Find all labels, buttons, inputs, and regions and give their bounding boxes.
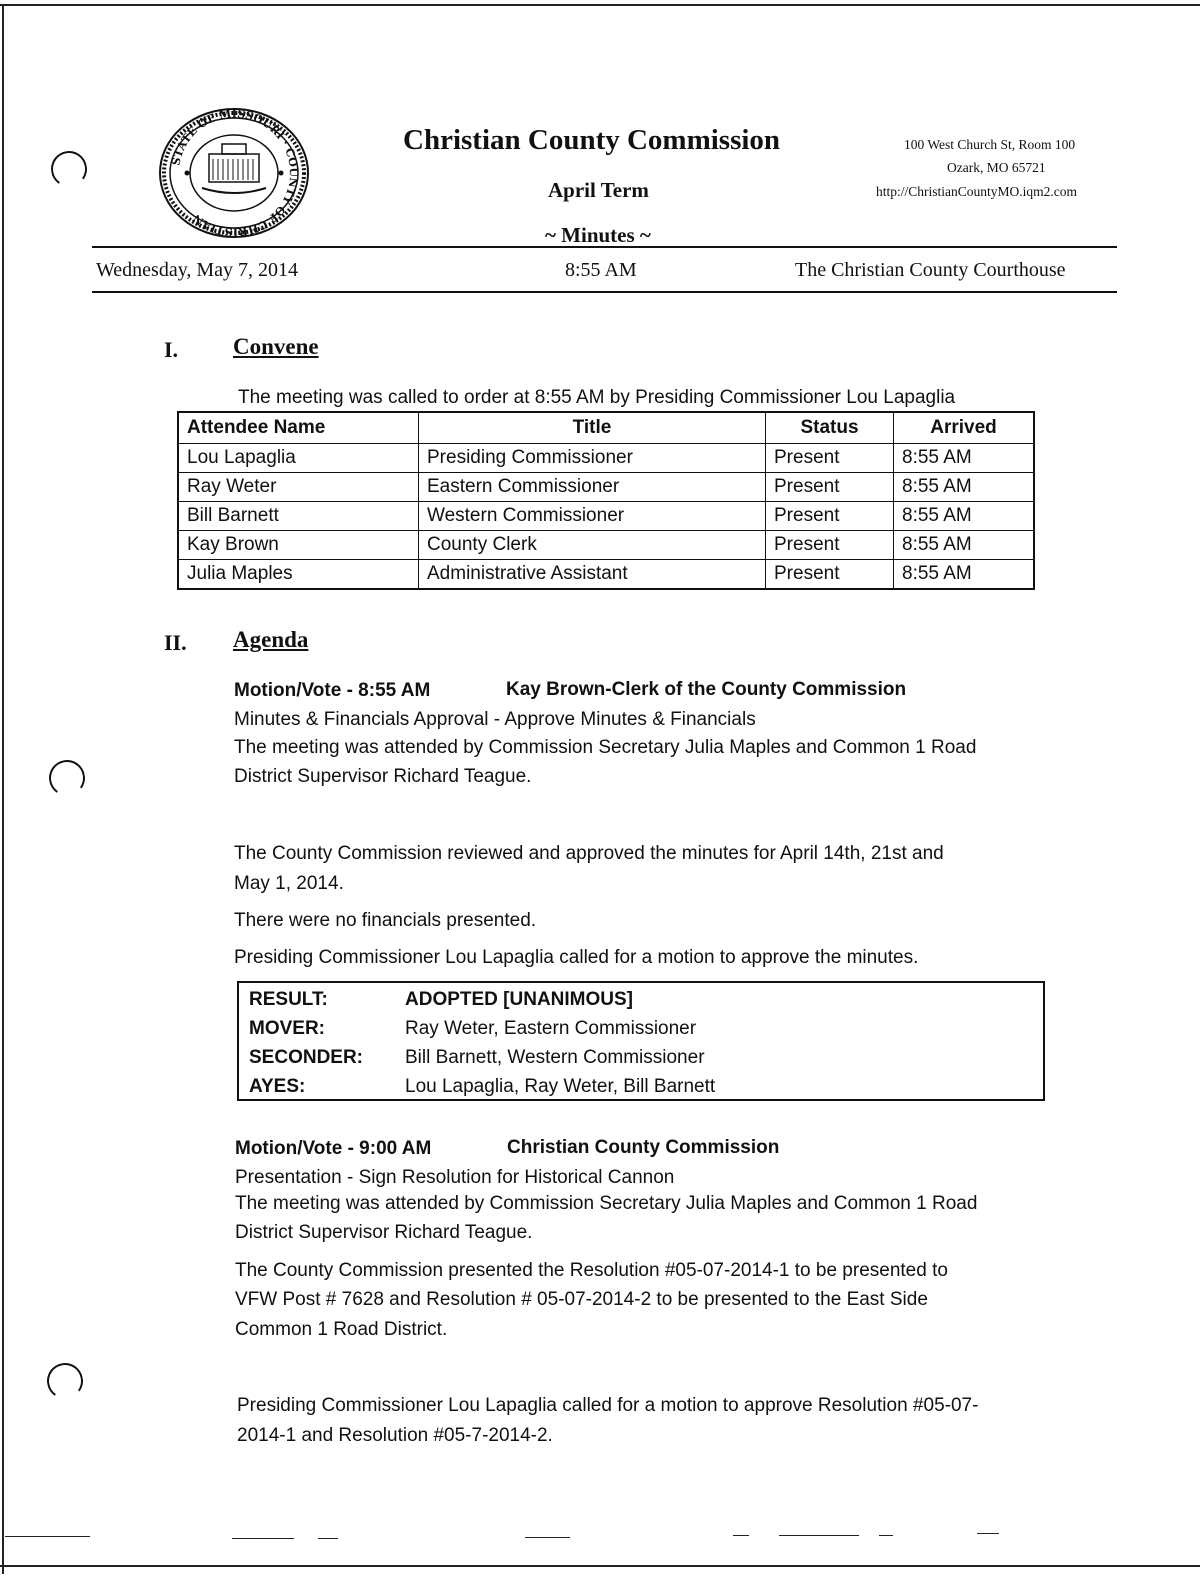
table-row: [178, 502, 1034, 531]
meeting-time: 8:55 AM: [565, 259, 637, 281]
section-title: Convene: [233, 334, 319, 359]
seconder-label: SECONDER:: [249, 1047, 364, 1068]
motion-vote-time: Motion/Vote - 8:55 AM: [234, 680, 431, 701]
ayes-value: Lou Lapaglia, Ray Weter, Bill Barnett: [405, 1076, 716, 1097]
section-number: I.: [164, 337, 179, 362]
attendee-name: Bill Barnett: [178, 502, 419, 531]
scan-mark: [879, 1535, 893, 1536]
attendance-table: [177, 411, 1035, 590]
attendee-title: County Clerk: [419, 531, 766, 560]
motion-vote-time: Motion/Vote - 9:00 AM: [235, 1138, 432, 1159]
motion-call-text: Presiding Commissioner Lou Lapaglia called for a motion to approve Resolution #05-07-: [237, 1395, 979, 1416]
attendee-name: Lou Lapaglia: [178, 444, 419, 473]
review-note: May 1, 2014.: [234, 873, 344, 894]
attendee-status: Present: [766, 473, 894, 502]
attendance-note: The meeting was attended by Commission Secretary Julia Maples and Common 1 Road: [234, 737, 977, 758]
scan-mark: [232, 1538, 294, 1539]
motion-call-text: Presiding Commissioner Lou Lapaglia called for a motion to approve the minutes.: [234, 947, 919, 968]
attendee-name: Kay Brown: [178, 531, 419, 560]
punch-hole: [44, 1360, 86, 1402]
column-header: Status: [766, 412, 894, 444]
minutes-label: ~ Minutes ~: [545, 223, 651, 247]
attendee-arrived: 8:55 AM: [894, 531, 1035, 560]
scan-mark: [525, 1537, 570, 1538]
county-seal: [157, 106, 312, 241]
review-note: The County Commission reviewed and approved the minutes for April 14th, 21st and: [234, 843, 944, 864]
column-header: Attendee Name: [178, 412, 419, 444]
agenda-subject: Minutes & Financials Approval - Approve Minutes & Financials: [234, 709, 756, 730]
attendee-arrived: 8:55 AM: [894, 502, 1035, 531]
scan-mark: [977, 1533, 999, 1534]
scan-mark: [5, 1536, 90, 1537]
attendance-note: The meeting was attended by Commission Secretary Julia Maples and Common 1 Road: [235, 1193, 978, 1214]
attendee-name: Julia Maples: [178, 560, 419, 590]
table-row: [178, 473, 1034, 502]
page-border: [0, 4, 1200, 6]
attendee-title: Administrative Assistant: [419, 560, 766, 590]
motion-presenter: Kay Brown-Clerk of the County Commission: [506, 679, 907, 700]
attendee-status: Present: [766, 502, 894, 531]
attendee-status: Present: [766, 444, 894, 473]
scan-mark: [318, 1538, 338, 1539]
punch-hole: [48, 148, 90, 190]
svg-text:STATE OF MISSOURI · COUNTY OF: STATE OF MISSOURI · COUNTY OF CHRISTIAN: [169, 107, 301, 239]
attendee-arrived: 8:55 AM: [894, 444, 1035, 473]
website-link[interactable]: http://ChristianCountyMO.iqm2.com: [876, 184, 1078, 199]
address-line: 100 West Church St, Room 100: [904, 137, 1076, 152]
attendee-status: Present: [766, 531, 894, 560]
section-number: II.: [164, 630, 187, 655]
attendee-arrived: 8:55 AM: [894, 473, 1035, 502]
scan-mark: [779, 1535, 859, 1536]
attendance-note: District Supervisor Richard Teague.: [234, 766, 532, 787]
table-row: [178, 444, 1034, 473]
meeting-location: The Christian County Courthouse: [795, 259, 1066, 281]
address-line: Ozark, MO 65721: [947, 160, 1046, 175]
result-label: RESULT:: [249, 989, 328, 1010]
call-to-order-text: The meeting was called to order at 8:55 AM by Presiding Commissioner Lou Lapaglia: [238, 387, 956, 408]
attendee-status: Present: [766, 560, 894, 590]
punch-hole: [46, 757, 88, 799]
resolution-note: VFW Post # 7628 and Resolution # 05-07-2014-2 to be presented to the East Side: [235, 1289, 928, 1310]
mover-label: MOVER:: [249, 1018, 325, 1039]
vote-result-box: [237, 981, 1045, 1101]
attendee-name: Ray Weter: [178, 473, 419, 502]
result-value: ADOPTED [UNANIMOUS]: [405, 989, 633, 1010]
column-header: Title: [419, 412, 766, 444]
financials-note: There were no financials presented.: [234, 910, 537, 931]
mover-value: Ray Weter, Eastern Commissioner: [405, 1018, 697, 1039]
attendee-arrived: 8:55 AM: [894, 560, 1035, 590]
header-rule: [92, 246, 1117, 248]
document-title: Christian County Commission: [403, 124, 781, 156]
motion-presenter: Christian County Commission: [507, 1137, 780, 1158]
column-header: Arrived: [894, 412, 1035, 444]
seconder-value: Bill Barnett, Western Commissioner: [405, 1047, 705, 1068]
page-border: [2, 4, 4, 1574]
attendee-title: Eastern Commissioner: [419, 473, 766, 502]
table-row: [178, 531, 1034, 560]
scan-mark: [733, 1535, 749, 1536]
ayes-label: AYES:: [249, 1076, 306, 1097]
attendee-title: Presiding Commissioner: [419, 444, 766, 473]
resolution-note: Common 1 Road District.: [235, 1319, 448, 1340]
attendee-title: Western Commissioner: [419, 502, 766, 531]
agenda-subject: Presentation - Sign Resolution for Historical Cannon: [235, 1167, 675, 1188]
header-rule: [92, 291, 1117, 293]
table-row: [178, 560, 1034, 590]
meeting-date: Wednesday, May 7, 2014: [96, 259, 299, 281]
page-border: [0, 1565, 1200, 1567]
motion-call-text: 2014-1 and Resolution #05-7-2014-2.: [237, 1425, 553, 1446]
resolution-note: The County Commission presented the Resolution #05-07-2014-1 to be presented to: [235, 1260, 948, 1281]
attendance-note: District Supervisor Richard Teague.: [235, 1222, 533, 1243]
section-title: Agenda: [233, 627, 309, 652]
table-header-row: [178, 412, 1034, 444]
term-label: April Term: [548, 178, 649, 202]
